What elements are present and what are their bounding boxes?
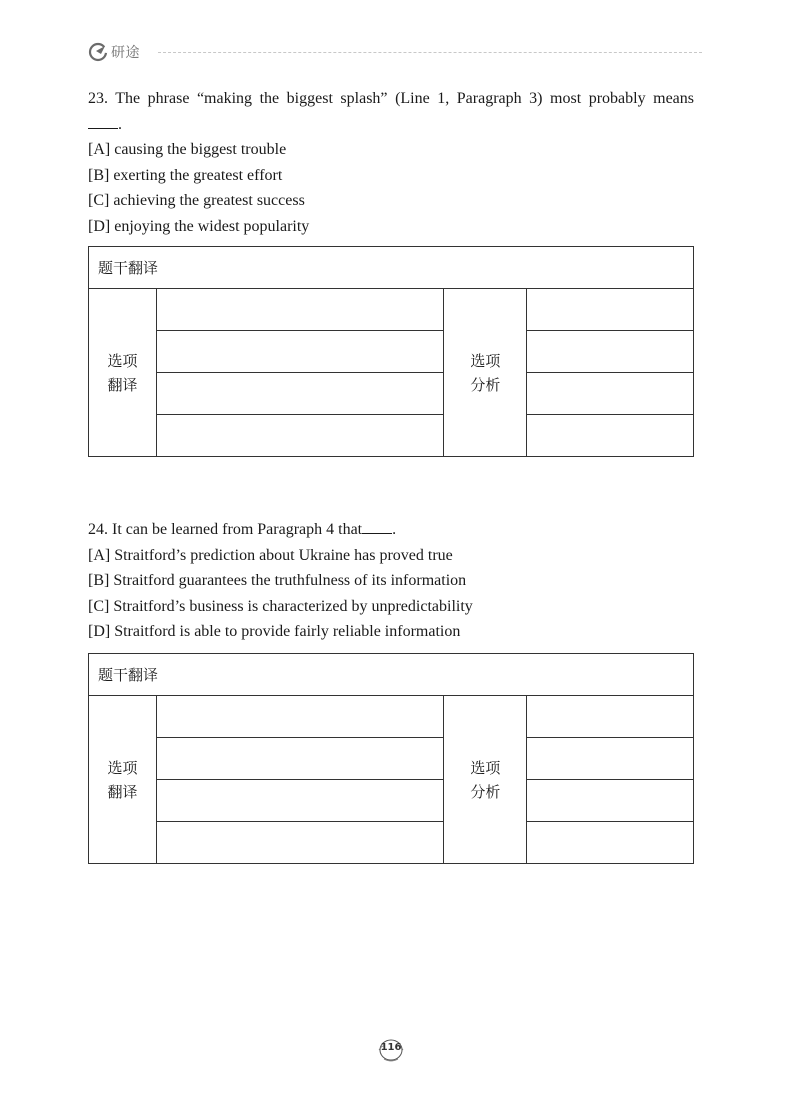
- analysis-cell[interactable]: [527, 780, 694, 822]
- option-a: [A] causing the biggest trouble: [88, 141, 287, 158]
- option-translation-label-line1: 选项: [107, 351, 138, 370]
- translation-cell[interactable]: [156, 331, 443, 373]
- analysis-cell[interactable]: [527, 822, 694, 864]
- translation-cell[interactable]: [156, 696, 443, 738]
- question-23-stem: 23. The phrase “making the biggest splash” (Line 1, Paragraph 3) most probably means: [88, 90, 694, 107]
- option-analysis-label-line1: 选项: [470, 758, 501, 777]
- analysis-cell[interactable]: [527, 415, 694, 457]
- page-number: 116: [380, 1042, 402, 1053]
- analysis-cell[interactable]: [527, 373, 694, 415]
- translation-cell[interactable]: [156, 415, 443, 457]
- option-d: [D] Straitford is able to provide fairly reliable information: [88, 623, 461, 640]
- question-24: [88, 517, 694, 645]
- option-b: [B] Straitford guarantees the truthfulness of its information: [88, 572, 467, 589]
- option-analysis-label-line2: 分析: [470, 375, 501, 394]
- question-24-stem: [88, 517, 694, 543]
- brand-name: 研途: [111, 45, 140, 61]
- question-23: [88, 86, 694, 239]
- answer-blank: [88, 114, 118, 129]
- question-23-stem-end: .: [118, 115, 122, 133]
- answer-table-23: [88, 246, 694, 457]
- question-24-stem-end: .: [392, 521, 397, 538]
- option-translation-label: [89, 696, 157, 864]
- translation-cell[interactable]: [156, 738, 443, 780]
- option-translation-label-line2: 翻译: [107, 782, 138, 801]
- option-analysis-label: [444, 289, 527, 457]
- option-b: [B] exerting the greatest effort: [88, 166, 283, 184]
- translation-cell[interactable]: [156, 289, 443, 331]
- header-divider: [158, 52, 702, 53]
- analysis-cell[interactable]: [527, 289, 694, 331]
- analysis-cell[interactable]: [527, 331, 694, 373]
- question-23-stem-tail: [88, 112, 694, 138]
- answer-blank: [362, 519, 392, 534]
- option-d: [D] enjoying the widest popularity: [88, 217, 310, 235]
- page-number-badge: [376, 1037, 406, 1063]
- brand-logo-icon: [88, 42, 108, 62]
- option-a: [A] Straitford’s prediction about Ukraine has proved true: [88, 546, 453, 564]
- option-translation-label: [89, 289, 157, 457]
- option-translation-label-line1: 选项: [107, 758, 138, 777]
- stem-translation-label: 题干翻译: [89, 654, 694, 696]
- option-c: [C] achieving the greatest success: [88, 192, 305, 209]
- translation-cell[interactable]: [156, 373, 443, 415]
- option-c: [C] Straitford’s business is characterized by unpredictability: [88, 597, 473, 615]
- translation-cell[interactable]: [156, 780, 443, 822]
- analysis-cell[interactable]: [527, 696, 694, 738]
- option-translation-label-line2: 翻译: [107, 375, 138, 394]
- translation-cell[interactable]: [156, 822, 443, 864]
- option-analysis-label-line1: 选项: [470, 351, 501, 370]
- brand-logo: [88, 42, 140, 62]
- answer-table-24: [88, 653, 694, 864]
- stem-translation-label: 题干翻译: [89, 247, 694, 289]
- question-24-stem-text: 24. It can be learned from Paragraph 4 that: [88, 521, 363, 538]
- option-analysis-label-line2: 分析: [470, 782, 501, 801]
- page-header: [88, 40, 702, 64]
- option-analysis-label: [444, 696, 527, 864]
- analysis-cell[interactable]: [527, 738, 694, 780]
